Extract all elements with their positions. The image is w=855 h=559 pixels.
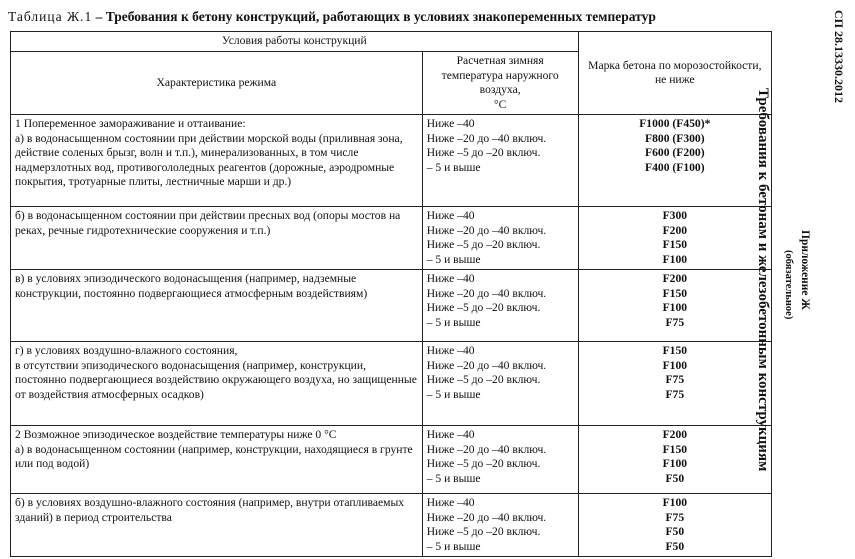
header-regime: Характеристика режима <box>11 52 423 115</box>
temperature-range: Ниже –20 до –40 включ. <box>426 358 547 372</box>
temperature-range: – 5 и выше <box>426 539 481 553</box>
frost-grade: F200 <box>662 428 688 441</box>
frost-grade: F75 <box>665 315 685 329</box>
table-caption <box>8 9 656 25</box>
frost-grade: F150 <box>662 286 688 300</box>
temperature-range: Ниже –40 <box>426 209 475 222</box>
frost-grade: F50 <box>665 471 685 485</box>
side-section-title: Требования к бетонам и железобетонным конструкциям <box>755 88 771 472</box>
frost-grade: F150 <box>662 442 688 456</box>
regime-description: 1 Попеременное замораживание и оттаивание: а) в водонасыщенном состоянии при действии морской воды (приливная зона, действие соленых брызг, волн и т.п.), минерализованных, в том числе надмерзлотных вод, противогололедных реагентов (дорожные, аэродромные покрытия, тротуарные плиты, лестничные марши и др.) <box>11 115 423 207</box>
frost-grade: F75 <box>665 373 685 386</box>
frost-grade: F600 (F200) <box>645 146 705 159</box>
grade-cell <box>578 426 771 494</box>
temperature-cell <box>422 342 578 426</box>
temperature-range: Ниже –20 до –40 включ. <box>426 510 547 524</box>
temperature-range: Ниже –5 до –20 включ. <box>426 457 541 470</box>
grade-cell <box>578 342 771 426</box>
table-row <box>11 207 772 270</box>
regime-description: б) в водонасыщенном состоянии при действии пресных вод (опоры мостов на реках, речные гидротехнические сооружения и т.п.) <box>11 207 423 270</box>
table-body <box>11 115 772 557</box>
frost-grade: F100 <box>662 457 688 470</box>
temperature-range: Ниже –20 до –40 включ. <box>426 131 547 145</box>
frost-grade: F300 <box>662 209 688 222</box>
regime-description: 2 Возможное эпизодическое воздействие температуры ниже 0 °С а) в водонасыщенном состоянии (например, конструкции, находящиеся в грунте или под водой) <box>11 426 423 494</box>
frost-grade: F150 <box>662 238 688 251</box>
frost-grade: F50 <box>665 525 685 538</box>
caption-dash: – <box>92 9 106 24</box>
temperature-cell <box>422 115 578 207</box>
frost-grade: F100 <box>662 252 688 266</box>
regime-description: в) в условиях эпизодического водонасыщения (например, надземные конструкции, постоянно подвергающиеся атмосферным воздействиям) <box>11 270 423 342</box>
grade-cell <box>578 494 771 557</box>
frost-grade: F75 <box>665 510 685 524</box>
temperature-range: Ниже –5 до –20 включ. <box>426 373 541 386</box>
grade-cell <box>578 115 771 207</box>
frost-grade: F800 (F300) <box>645 131 705 145</box>
temperature-cell <box>422 270 578 342</box>
temperature-range: Ниже –20 до –40 включ. <box>426 442 547 456</box>
header-grade: Марка бетона по морозостойкости, не ниже <box>578 32 771 115</box>
header-conditions: Условия работы конструкций <box>11 32 579 52</box>
frost-grade: F100 <box>662 358 688 372</box>
temperature-range: Ниже –40 <box>426 428 475 441</box>
temperature-cell <box>422 207 578 270</box>
regime-description: б) в условиях воздушно-влажного состояния (например, внутри отапливаемых зданий) в период строительства <box>11 494 423 557</box>
header-temperature-unit: °С <box>493 97 507 111</box>
frost-grade: F75 <box>665 387 685 401</box>
frost-grade: F200 <box>662 223 688 237</box>
temperature-range: Ниже –40 <box>426 117 475 130</box>
frost-grade: F400 (F100) <box>645 160 705 174</box>
temperature-cell <box>422 426 578 494</box>
grade-cell <box>578 207 771 270</box>
frost-grade: F100 <box>662 496 688 509</box>
temperature-range: Ниже –20 до –40 включ. <box>426 223 547 237</box>
frost-grade: F100 <box>662 301 688 314</box>
frost-grade: F50 <box>665 539 685 553</box>
frost-resistance-table <box>10 31 772 557</box>
temperature-range: Ниже –5 до –20 включ. <box>426 525 541 538</box>
table-row <box>11 115 772 207</box>
table-row <box>11 426 772 494</box>
temperature-range: – 5 и выше <box>426 471 481 485</box>
temperature-range: Ниже –40 <box>426 496 475 509</box>
table-row <box>11 342 772 426</box>
frost-grade: F1000 (F450)* <box>639 117 711 130</box>
grade-cell <box>578 270 771 342</box>
frost-grade: F150 <box>662 344 688 357</box>
frost-grade: F200 <box>662 272 688 285</box>
temperature-range: – 5 и выше <box>426 315 481 329</box>
temperature-cell <box>422 494 578 557</box>
caption-title: Требования к бетону конструкций, работающих в условиях знакопеременных температур <box>105 9 656 24</box>
side-appendix-label: Приложение Ж <box>799 230 811 310</box>
regime-description: г) в условиях воздушно-влажного состояния, в отсутствии эпизодического водонасыщения (например, конструкции, постоянно подвергающиеся воздействию окружающего воздуха, но защищенные от воздействия атмосферных осадков) <box>11 342 423 426</box>
header-temperature <box>422 52 578 115</box>
temperature-range: Ниже –20 до –40 включ. <box>426 286 547 300</box>
temperature-range: – 5 и выше <box>426 252 481 266</box>
table-row <box>11 494 772 557</box>
temperature-range: – 5 и выше <box>426 387 481 401</box>
temperature-range: Ниже –5 до –20 включ. <box>426 238 541 251</box>
temperature-range: Ниже –40 <box>426 344 475 357</box>
temperature-range: – 5 и выше <box>426 160 481 174</box>
caption-prefix: Таблица Ж.1 <box>8 9 93 24</box>
table-row <box>11 270 772 342</box>
temperature-range: Ниже –5 до –20 включ. <box>426 146 541 159</box>
temperature-range: Ниже –40 <box>426 272 475 285</box>
header-temperature-text: Расчетная зимняя температура наружного воздуха, <box>441 54 559 96</box>
temperature-range: Ниже –5 до –20 включ. <box>426 301 541 314</box>
side-document-code: СП 28.13330.2012 <box>832 10 846 103</box>
side-obligatory-label: (обязательное) <box>783 250 794 320</box>
